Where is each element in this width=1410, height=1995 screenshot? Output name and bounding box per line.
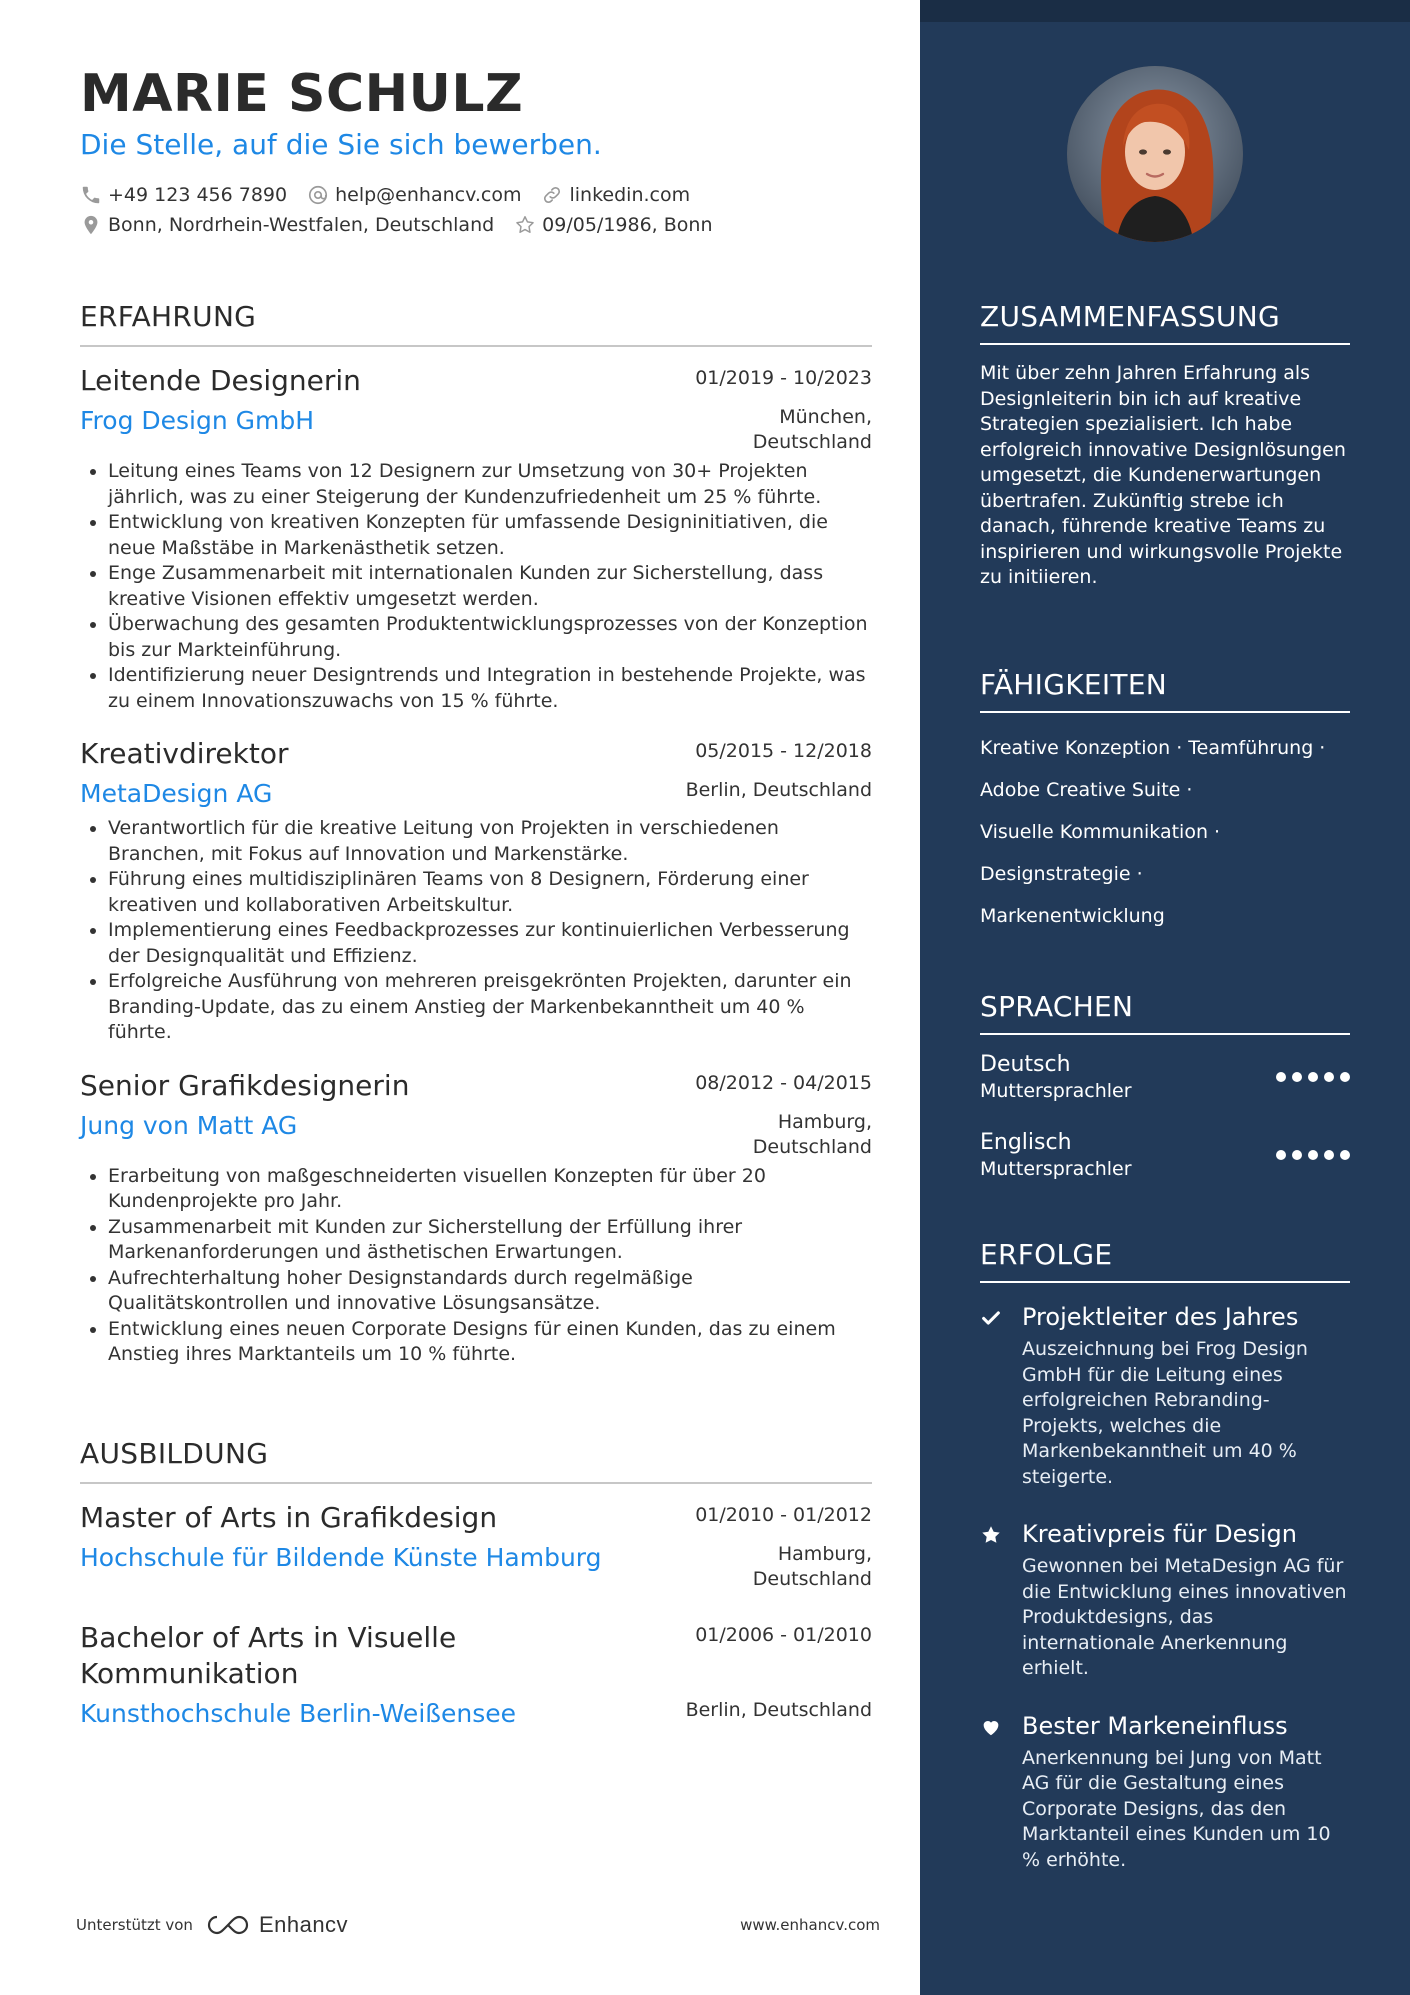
- language-name: Deutsch: [980, 1052, 1071, 1077]
- rating-dot: [1308, 1150, 1318, 1160]
- job-date: 01/2019 - 10/2023: [695, 367, 872, 389]
- degree-title: [80, 1620, 456, 1692]
- job-bullets: [80, 459, 872, 714]
- profile-photo-image: [1067, 66, 1243, 242]
- job-title: Leitende Designerin: [80, 364, 361, 397]
- achievement-item: [980, 1710, 1350, 1874]
- location-text: Bonn, Nordrhein-Westfalen, Deutschland: [108, 214, 495, 236]
- sidebar: [920, 0, 1410, 1995]
- languages-title: SPRACHEN: [980, 990, 1350, 1035]
- education-date: 01/2010 - 01/2012: [695, 1504, 872, 1526]
- degree-title-line: Kommunikation: [80, 1657, 299, 1690]
- bullet-item: • Erarbeitung von maßgeschneiderten visuellen Konzepten für über 20 Kundenprojekte pro Jahr.: [108, 1164, 872, 1215]
- powered-by: [76, 1912, 348, 1938]
- achievement-desc: Auszeichnung bei Frog Design GmbH für die Leitung eines erfolgreichen Rebranding-Projekts, welches die Markenbekanntheit um 40 % steigerte.: [1022, 1338, 1308, 1488]
- skills-list: [980, 727, 1350, 937]
- rating-dot: [1324, 1150, 1334, 1160]
- education-location-line: Hamburg,: [777, 1543, 872, 1565]
- job-bullets: [80, 816, 872, 1046]
- school-name: Kunsthochschule Berlin-Weißensee: [80, 1699, 517, 1728]
- summary-section: [980, 300, 1350, 591]
- language-level: Muttersprachler: [980, 1080, 1132, 1102]
- bullet-item: • Führung eines multidisziplinären Teams von 8 Designern, Förderung einer kreativen und kollaborativen Arbeitskultur.: [108, 867, 872, 918]
- experience-title: ERFAHRUNG: [80, 300, 872, 347]
- star-outline-icon: [514, 214, 536, 236]
- skill-line: Designstrategie ·: [980, 863, 1143, 885]
- language-item: [980, 1129, 1350, 1181]
- job-date: 05/2015 - 12/2018: [695, 740, 872, 762]
- bullet-item: • Identifizierung neuer Designtrends und Integration in bestehende Projekte, was zu einem Innovationszuwachs von 15 % führte.: [108, 663, 872, 714]
- rating-dot: [1276, 1072, 1286, 1082]
- education-entry: [80, 1500, 872, 1592]
- candidate-name: MARIE SCHULZ: [80, 64, 524, 124]
- job-location-line: Berlin, Deutschland: [685, 779, 872, 801]
- language-rating: [1276, 1072, 1350, 1082]
- rating-dot: [1276, 1150, 1286, 1160]
- enhancv-logo: [205, 1912, 348, 1938]
- skills-section: [980, 668, 1350, 937]
- job-location: [753, 405, 872, 455]
- bullet-item: • Implementierung eines Feedbackprozesses zur kontinuierlichen Verbesserung der Designqualität und Effizienz.: [108, 918, 872, 969]
- link-icon: [541, 184, 563, 206]
- job-title: Kreativdirektor: [80, 737, 289, 770]
- achievements-title: ERFOLGE: [980, 1238, 1350, 1283]
- achievement-item: [980, 1301, 1350, 1490]
- bullet-item: • Aufrechterhaltung hoher Designstandards durch regelmäßige Qualitätskontrollen und innovative Lösungsansätze.: [108, 1266, 872, 1317]
- bullet-item: • Entwicklung eines neuen Corporate Designs für einen Kunden, das zu einem Anstieg ihres Marktanteils um 10 % führte.: [108, 1317, 872, 1368]
- education-location-line: Deutschland: [752, 1568, 872, 1590]
- headline: Die Stelle, auf die Sie sich bewerben.: [80, 128, 602, 161]
- phone-item: [80, 184, 287, 206]
- skill-line: Visuelle Kommunikation ·: [980, 821, 1221, 843]
- education-entry: [80, 1620, 872, 1732]
- achievement-desc: Anerkennung bei Jung von Matt AG für die Gestaltung eines Corporate Designs, das den Marktanteil eines Kunden um 10 % erhöhte.: [1022, 1746, 1331, 1871]
- rating-dot: [1308, 1072, 1318, 1082]
- star-icon: [980, 1524, 1002, 1546]
- achievements-section: [980, 1238, 1350, 1873]
- company-name: MetaDesign AG: [80, 779, 273, 808]
- achievement-title: Projektleiter des Jahres: [1022, 1303, 1299, 1331]
- profile-photo: [1067, 66, 1243, 242]
- rating-dot: [1340, 1150, 1350, 1160]
- skill-line: Kreative Konzeption · Teamführung ·: [980, 737, 1326, 759]
- phone-icon: [80, 184, 102, 206]
- company-name: Frog Design GmbH: [80, 406, 315, 435]
- brand-name: Enhancv: [258, 1912, 349, 1937]
- achievement-title: Bester Markeneinfluss: [1022, 1711, 1288, 1740]
- achievement-title: Kreativpreis für Design: [1022, 1520, 1297, 1548]
- summary-title: ZUSAMMENFASSUNG: [980, 300, 1350, 345]
- summary-text: Mit über zehn Jahren Erfahrung als Designleiterin bin ich auf kreative Strategien spezialisiert. Ich habe erfolgreich innovative Designlösungen umgesetzt, die Kundenerwartungen übertrafen. Zukünftig strebe ich danach, führende kreative Teams zu inspirieren und wirkungsvolle Projekte zu initiieren.: [980, 362, 1346, 588]
- job-title: Senior Grafikdesignerin: [80, 1068, 410, 1102]
- location-pin-icon: [80, 214, 102, 236]
- sidebar-top-bar: [920, 0, 1410, 22]
- rating-dot: [1324, 1072, 1334, 1082]
- job-location-line: München,: [779, 406, 872, 428]
- job-bullets: [80, 1164, 872, 1368]
- contact-info: [80, 180, 880, 240]
- school-name: Hochschule für Bildende Künste Hamburg: [80, 1543, 602, 1572]
- rating-dot: [1292, 1072, 1302, 1082]
- linkedin-link[interactable]: linkedin.com: [569, 184, 691, 206]
- birth-item: [514, 214, 712, 236]
- bullet-item: • Enge Zusammenarbeit mit internationalen Kunden zur Sicherstellung, dass kreative Visionen effektiv umgesetzt werden.: [108, 561, 872, 612]
- experience-entry: [80, 1068, 872, 1368]
- achievement-item: [980, 1518, 1350, 1682]
- job-location-line: Hamburg,: [777, 1110, 872, 1133]
- enhancv-logo-icon: [205, 1913, 251, 1937]
- education-location-line: Berlin, Deutschland: [685, 1699, 872, 1721]
- job-location: [686, 778, 872, 803]
- degree-title: Master of Arts in Grafikdesign: [80, 1501, 498, 1534]
- footer: [76, 1912, 880, 1938]
- bullet-item: • Erfolgreiche Ausführung von mehreren preisgekrönten Projekten, darunter ein Branding-Update, das zu einem Anstieg der Markenbekanntheit um 40 % führte.: [108, 969, 872, 1046]
- bullet-item: • Verantwortlich für die kreative Leitung von Projekten in verschiedenen Branchen, mit Fokus auf Innovation und Markenstärke.: [108, 816, 872, 867]
- education-location: [686, 1698, 872, 1723]
- skills-title: FÄHIGKEITEN: [980, 668, 1350, 713]
- experience-entry: [80, 736, 872, 1046]
- degree-title-line: Bachelor of Arts in Visuelle: [80, 1621, 457, 1654]
- languages-section: [980, 990, 1350, 1181]
- location-item: [80, 214, 494, 236]
- job-location-line: Deutschland: [752, 1135, 872, 1158]
- email-link[interactable]: help@enhancv.com: [335, 184, 522, 206]
- experience-section: [80, 300, 872, 1368]
- job-location: [753, 1110, 872, 1160]
- language-name: Englisch: [980, 1130, 1072, 1155]
- company-name: Jung von Matt AG: [80, 1110, 298, 1140]
- achievement-desc: Gewonnen bei MetaDesign AG für die Entwicklung eines innovativen Produktdesigns, das internationale Anerkennung erhielt.: [1022, 1555, 1347, 1679]
- language-rating: [1276, 1150, 1350, 1160]
- website-link[interactable]: www.enhancv.com: [740, 1916, 880, 1934]
- check-icon: [980, 1307, 1002, 1329]
- heart-icon: [980, 1716, 1002, 1738]
- job-date: 08/2012 - 04/2015: [695, 1071, 872, 1094]
- experience-entry: [80, 363, 872, 714]
- bullet-item: • Entwicklung von kreativen Konzepten für umfassende Designinitiativen, die neue Maßstäbe in Markenästhetik setzen.: [108, 510, 872, 561]
- education-title: AUSBILDUNG: [80, 1437, 872, 1484]
- bullet-item: • Überwachung des gesamten Produktentwicklungsprozesses von der Konzeption bis zur Markteinführung.: [108, 612, 872, 663]
- skill-line: Adobe Creative Suite ·: [980, 779, 1193, 801]
- bullet-item: • Zusammenarbeit mit Kunden zur Sicherstellung der Erfüllung ihrer Markenanforderungen und ästhetischen Erwartungen.: [108, 1215, 872, 1266]
- job-location-line: Deutschland: [752, 431, 872, 453]
- language-item: [980, 1051, 1350, 1103]
- education-date: 01/2006 - 01/2010: [695, 1624, 872, 1646]
- skill-line: Markenentwicklung: [980, 905, 1165, 927]
- powered-by-label: Unterstützt von: [76, 1916, 193, 1934]
- linkedin-item[interactable]: [541, 184, 690, 206]
- bullet-item: • Leitung eines Teams von 12 Designern zur Umsetzung von 30+ Projekten jährlich, was zu einer Steigerung der Kundenzufriedenheit um 25 % führte.: [108, 459, 872, 510]
- email-item[interactable]: [307, 184, 521, 206]
- phone-text: +49 123 456 7890: [108, 184, 288, 206]
- language-level: Muttersprachler: [980, 1158, 1132, 1180]
- birth-text: 09/05/1986, Bonn: [542, 214, 713, 236]
- education-location: [753, 1542, 872, 1592]
- education-section: [80, 1437, 872, 1732]
- rating-dot: [1340, 1072, 1350, 1082]
- rating-dot: [1292, 1150, 1302, 1160]
- at-icon: [307, 184, 329, 206]
